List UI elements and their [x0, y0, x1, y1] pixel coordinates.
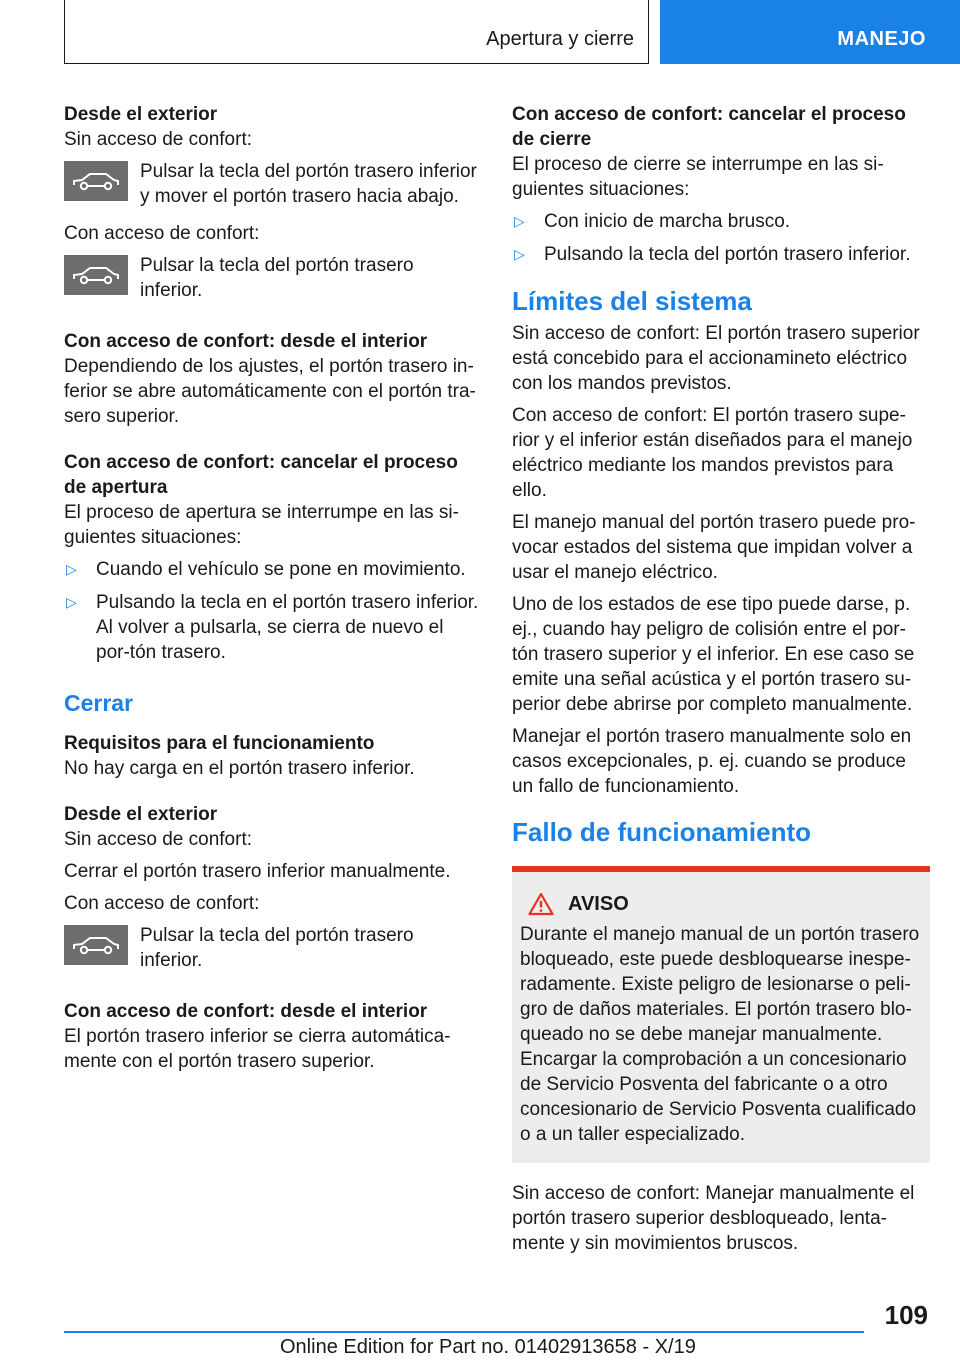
text-sin-acceso-2: Sin acceso de confort: — [64, 829, 252, 850]
page-number: 109 — [884, 1300, 928, 1330]
heading-desde-interior-2: Con acceso de confort: desde el interior — [64, 1001, 428, 1022]
section-fallo: Fallo de funcionamiento — [512, 817, 812, 847]
list-item: ▷ Con inicio de marcha brusco. — [514, 211, 791, 232]
text-cerrar-manual: Cerrar el portón trasero inferior manualmente. — [64, 861, 451, 882]
heading-requisitos: Requisitos para el funcionamiento — [64, 733, 375, 754]
section-title: Apertura y cierre — [486, 28, 634, 50]
text-proceso-apertura: El proceso de apertura se interrumpe en las si-guientes situaciones: — [64, 502, 459, 548]
instruction-row — [64, 923, 480, 973]
triangle-bullet-icon: ▷ — [514, 246, 525, 262]
footer-edition: Online Edition for Part no. 01402913658 - X/19 — [280, 1336, 696, 1358]
section-cerrar: Cerrar — [64, 690, 134, 716]
list-item: ▷ Pulsando la tecla del portón trasero inferior. — [514, 244, 911, 265]
text-limites-5: Manejar el portón trasero manualmente solo en casos excepcionales, p. ej. cuando se produce un fallo de funcionamiento. — [512, 726, 912, 797]
instruction-text: Pulsar la tecla del portón trasero inferior y mover el portón trasero hacia abajo. — [140, 161, 477, 207]
triangle-bullet-icon: ▷ — [66, 594, 77, 610]
text-manejar-manual: Sin acceso de confort: Manejar manualmente el portón trasero superior desbloqueado, lenta-mente y sin movimientos bruscos. — [512, 1183, 915, 1254]
chapter-tab-label: MANEJO — [837, 28, 926, 50]
heading-cancelar-apertura: Con acceso de confort: cancelar el proceso de apertura — [64, 452, 458, 498]
heading-desde-exterior-2: Desde el exterior — [64, 804, 218, 825]
list-item: ▷ Cuando el vehículo se pone en movimiento. — [66, 559, 466, 580]
warning-box — [512, 866, 930, 1163]
text-proceso-cierre: El proceso de cierre se interrumpe en las si-guientes situaciones: — [512, 154, 884, 200]
text-limites-3: El manejo manual del portón trasero puede pro-vocar estados del sistema que impidan volver a usar el manejo eléctrico. — [512, 512, 916, 583]
heading-cancelar-cierre: Con acceso de confort: cancelar el proceso de cierre — [512, 104, 906, 150]
text-no-carga: No hay carga en el portón trasero inferior. — [64, 758, 415, 779]
list-item: ▷ Pulsando la tecla en el portón trasero inferior. Al volver a pulsarla, se cierra de nuevo el por-tón trasero. — [66, 592, 479, 663]
heading-desde-exterior: Desde el exterior — [64, 104, 218, 125]
left-column — [64, 102, 480, 1081]
footer-divider — [64, 1331, 864, 1333]
warning-triangle-icon — [528, 892, 554, 916]
instruction-row — [64, 253, 480, 303]
instruction-text: Pulsar la tecla del portón trasero inferior. — [140, 255, 414, 301]
instruction-text: Pulsar la tecla del portón trasero inferior. — [140, 925, 414, 971]
text-con-acceso-2: Con acceso de confort: — [64, 893, 260, 914]
car-tailgate-icon — [64, 161, 128, 201]
warning-title: AVISO — [568, 892, 629, 915]
text-sin-acceso: Sin acceso de confort: — [64, 129, 252, 150]
text-cierra-auto: El portón trasero inferior se cierra automática-mente con el portón trasero superior. — [64, 1026, 451, 1072]
text-limites-4: Uno de los estados de ese tipo puede darse, p. ej., cuando hay peligro de colisión entre el por-tón trasero superior y el inferior. En ese caso se emite una señal acústica y el portón trasero su-perior debe abrirse por completo manualmente. — [512, 594, 915, 715]
warning-text: Durante el manejo manual de un portón trasero bloqueado, este puede desbloquearse inespe-radamente. Existe peligro de lesionarse o peli-gro de daños materiales. El portón trasero blo-queado no se debe manejar manualmente. Encargar la comprobación a un concesionario de Servicio Posventa del fabricante o a otro concesionario de Servicio Posventa cualificado o a un taller especializado. — [520, 924, 920, 1145]
chapter-tab — [660, 0, 960, 64]
text-dependiendo: Dependiendo de los ajustes, el portón trasero in-ferior se abre automáticamente con el portón tra-sero superior. — [64, 356, 476, 427]
instruction-row — [64, 159, 480, 209]
car-tailgate-icon — [64, 255, 128, 295]
text-limites-1: Sin acceso de confort: El portón trasero superior está concebido para el accionamineto eléctrico con los mandos previstos. — [512, 323, 920, 394]
right-column — [512, 102, 930, 1263]
triangle-bullet-icon: ▷ — [66, 561, 77, 577]
heading-desde-interior: Con acceso de confort: desde el interior — [64, 331, 428, 352]
triangle-bullet-icon: ▷ — [514, 213, 525, 229]
text-limites-2: Con acceso de confort: El portón trasero supe-rior y el inferior están diseñados para el manejo eléctrico mediante los mandos previstos para ello. — [512, 405, 913, 501]
text-con-acceso: Con acceso de confort: — [64, 223, 260, 244]
warning-header — [520, 892, 922, 916]
section-limites: Límites del sistema — [512, 286, 752, 316]
car-tailgate-icon — [64, 925, 128, 965]
